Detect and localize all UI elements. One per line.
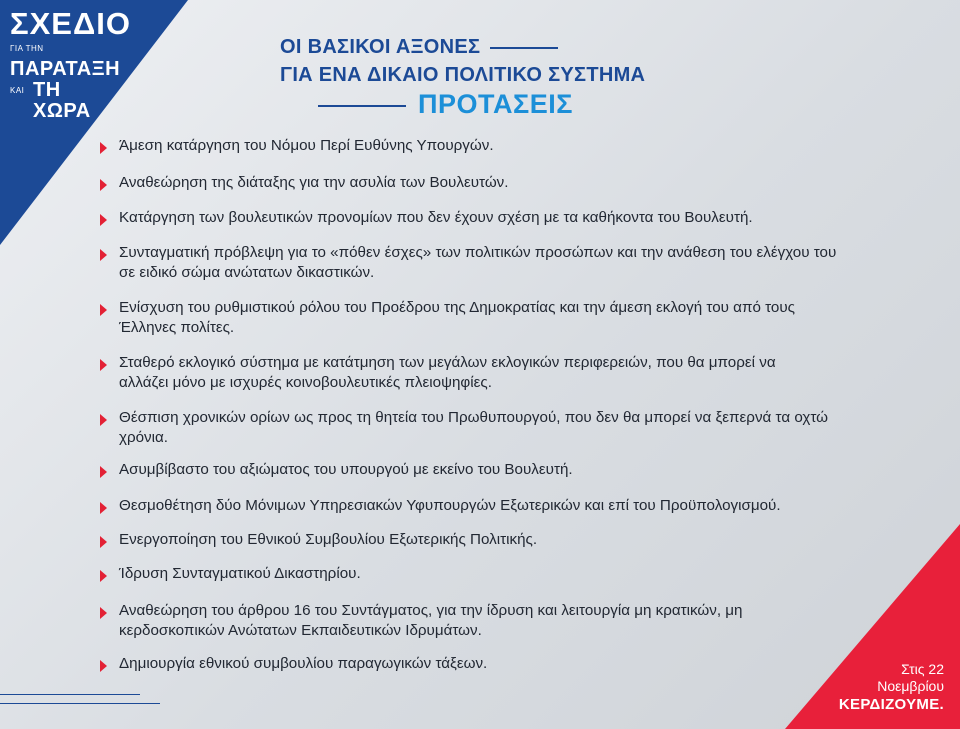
proposal-text-line: Ενίσχυση του ρυθμιστικού ρόλου του Προέδρου της Δημοκρατίας και την άμεση εκλογή του από τους [119,299,795,316]
proposal-text-line: σε ειδικό σώμα ανώτατων δικαστικών. [119,264,375,281]
proposal-text [119,460,573,480]
header-subtitle: ΠΡΟΤΑΣΕΙΣ [418,89,573,119]
proposal-text [119,408,828,448]
proposal-text-line: Συνταγματική πρόβλεψη για το «πόθεν έσχες» των πολιτικών προσώπων και την ανάθεση του ελέγχου του [119,244,837,261]
red-triangle-bullet-icon [100,502,107,514]
proposal-text [119,601,743,641]
campaign-logo [10,8,131,122]
slogan-line1: Στις 22 [901,661,944,677]
footer-divider [0,694,140,695]
proposal-item [100,601,743,641]
proposal-item [100,460,573,480]
red-triangle-bullet-icon [100,536,107,548]
proposal-item [100,353,776,393]
proposal-text-line: χρόνια. [119,429,169,446]
slogan-line3: ΚΕΡΔΙΖΟΥΜΕ. [838,696,944,713]
footer-divider [0,703,160,704]
proposal-text-line: Αναθεώρηση της διάταξης για την ασυλία των Βουλευτών. [119,174,509,191]
proposal-item [100,136,494,156]
proposal-item [100,496,781,516]
red-triangle-bullet-icon [100,570,107,582]
page-header [280,33,645,120]
red-triangle-bullet-icon [100,414,107,426]
red-triangle-bullet-icon [100,607,107,619]
logo-line4-big: ΧΩΡΑ [33,100,91,122]
red-triangle-bullet-icon [100,142,107,154]
proposal-item [100,173,509,193]
subtitle-rule-left [318,105,406,107]
proposal-text [119,208,753,228]
proposal-text-line: Ασυμβίβαστο του αξιώματος του υπουργού με εκείνο του Βουλευτή. [119,461,573,478]
proposal-text [119,654,487,674]
logo-line1-small: ΓΙΑ ΤΗΝ [10,44,44,53]
proposal-text [119,136,494,156]
proposal-text-line: Ενεργοποίηση του Εθνικού Συμβουλίου Εξωτερικής Πολιτικής. [119,531,538,548]
proposal-item [100,564,361,584]
proposal-text-line: Κατάργηση των βουλευτικών προνομίων που δεν έχουν σχέση με τα καθήκοντα του Βουλευτή. [119,209,753,226]
red-triangle-bullet-icon [100,466,107,478]
red-triangle-bullet-icon [100,249,107,261]
proposal-item [100,530,537,550]
proposal-text-line: Άμεση κατάργηση του Νόμου Περί Ευθύνης Υπουργών. [119,137,494,154]
logo-line2-big: ΠΑΡΑΤΑΞΗ [10,58,121,80]
proposal-text-line: Σταθερό εκλογικό σύστημα με κατάτμηση των μεγάλων εκλογικών περιφερειών, που θα μπορεί να [119,354,776,371]
proposal-text-line: Θεσμοθέτηση δύο Μόνιμων Υπηρεσιακών Υφυπουργών Εξωτερικών και επί του Προϋπολογισμού. [119,497,781,514]
red-triangle-bullet-icon [100,304,107,316]
red-triangle-bullet-icon [100,359,107,371]
proposal-item [100,408,828,448]
proposal-item [100,208,753,228]
slogan [839,661,944,715]
logo-title: ΣΧΕΔΙΟ [10,6,131,41]
proposal-item [100,243,836,283]
proposal-item [100,298,795,338]
red-triangle-bullet-icon [100,214,107,226]
logo-line3-big: ΤΗ [33,79,61,101]
proposal-text-line: Θέσπιση χρονικών ορίων ως προς τη θητεία του Πρωθυπουργού, που δεν θα μπορεί να ξεπερνά τα οχτώ [119,409,828,426]
proposal-item [100,654,487,674]
proposal-text [119,173,509,193]
proposal-text [119,564,361,584]
header-line1: ΟΙ ΒΑΣΙΚΟΙ ΑΞΟΝΕΣ [280,36,481,58]
slogan-line2: Νοεμβρίου [877,678,944,694]
proposal-text [119,530,537,550]
header-rule-right [490,47,558,49]
proposal-text [119,496,781,516]
proposal-text-line: Έλληνες πολίτες. [119,319,235,336]
proposal-text [119,298,795,338]
proposal-text [119,243,836,283]
proposal-text-line: Ίδρυση Συνταγματικού Δικαστηρίου. [119,565,361,582]
header-line2: ΓΙΑ ΕΝΑ ΔΙΚΑΙΟ ΠΟΛΙΤΙΚΟ ΣΥΣΤΗΜΑ [280,64,646,86]
proposal-text [119,353,776,393]
red-triangle-bullet-icon [100,179,107,191]
red-triangle-bullet-icon [100,660,107,672]
logo-line3-small: ΚΑΙ [10,86,25,95]
proposal-text-line: Αναθεώρηση του άρθρου 16 του Συντάγματος, για την ίδρυση και λειτουργία μη κρατικών, μη [119,602,743,619]
proposal-text-line: Δημιουργία εθνικού συμβουλίου παραγωγικών τάξεων. [119,655,488,672]
proposal-text-line: κερδοσκοπικών Ανώτατων Εκπαιδευτικών Ιδρυμάτων. [119,622,482,639]
proposal-text-line: αλλάζει μόνο με ισχυρές κοινοβουλευτικές πλειοψηφίες. [119,374,492,391]
